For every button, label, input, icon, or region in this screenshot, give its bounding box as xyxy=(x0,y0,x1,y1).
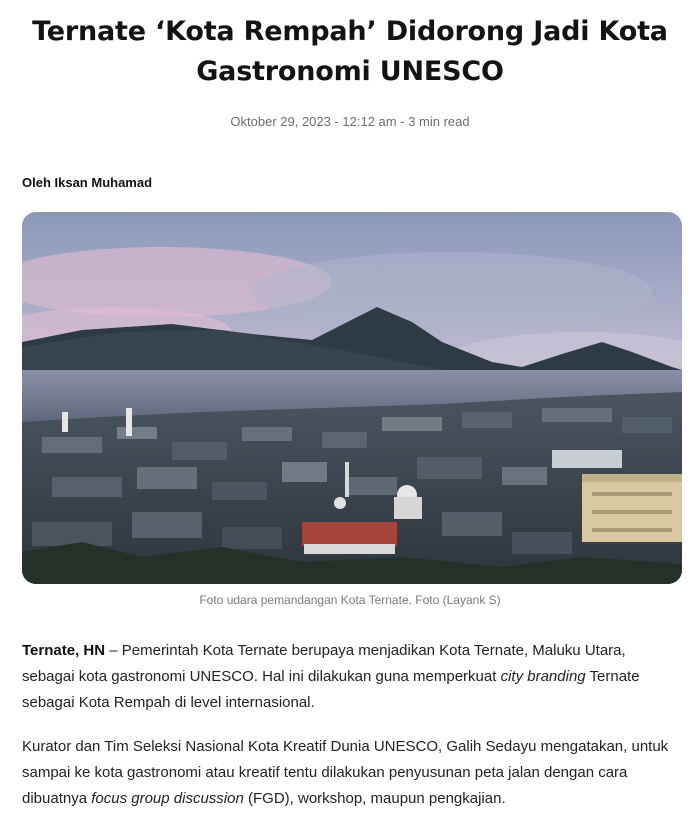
image-caption: Foto udara pemandangan Kota Ternate. Foto (Layank S) xyxy=(199,593,501,607)
paragraph-text: Kurator dan Tim Seleksi Nasional Kota Kreatif Dunia UNESCO, Galih Sedayu mengatakan, untuk sampai ke kota gastronomi atau kreatif tentu dilakukan penyusunan peta jalan dengan cara dibuatnya xyxy=(22,738,669,807)
article-paragraph-2 xyxy=(22,734,682,812)
paragraph-text: – Pemerintah Kota Ternate berupaya menjadikan Kota Ternate, Maluku Utara, sebagai kota gastronomi UNESCO. Hal ini dilakukan guna memperkuat xyxy=(22,642,626,685)
article-author: Oleh Iksan Muhamad xyxy=(22,175,153,190)
article-paragraph-1 xyxy=(22,638,682,716)
article-image xyxy=(22,212,682,584)
emphasis-text: focus group discussion xyxy=(91,790,244,807)
paragraph-text: (FGD), workshop, maupun pengkajian. xyxy=(243,790,506,807)
aerial-city-photo xyxy=(22,212,682,584)
paragraph-text: Ternate sebagai Kota Rempah di level internasional. xyxy=(22,668,640,711)
emphasis-text: city branding xyxy=(500,668,586,685)
article-title: Ternate ‘Kota Rempah’ Didorong Jadi Kota Gastronomi UNESCO xyxy=(32,16,668,87)
dateline: Ternate, HN xyxy=(22,642,106,659)
article-meta: Oktober 29, 2023 - 12:12 am - 3 min read xyxy=(230,114,470,129)
